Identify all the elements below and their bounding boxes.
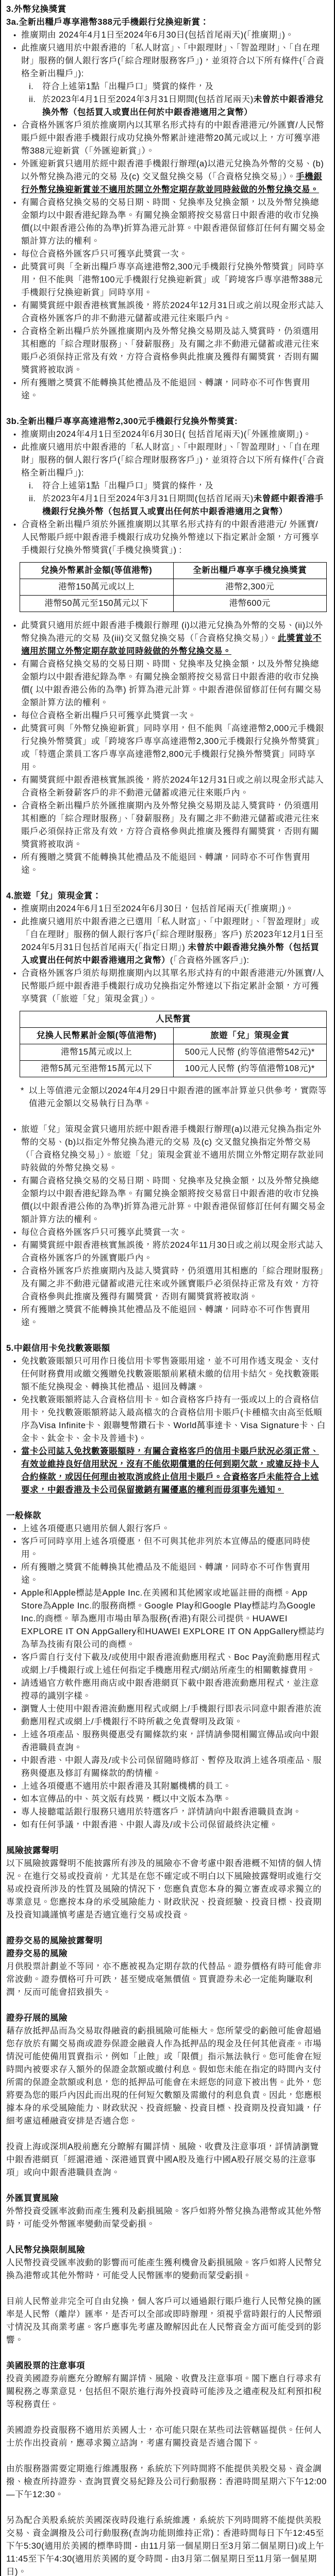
bullet-item — [13, 29, 327, 42]
text-run: 美國股票的注意事項 — [6, 2361, 85, 2370]
section-heading — [6, 2012, 327, 2025]
roman-marker: i. — [29, 481, 34, 490]
asterisk-marker: * — [21, 1086, 24, 1095]
text-run: 專人接聽電話銀行服務只適用於特選客戶，詳情請向中銀香港職員查詢。 — [21, 1807, 301, 1817]
bullet-marker: ● — [13, 855, 16, 860]
text-run: 外幣投資受匯率波動而產生獲利及虧損風險。客戶如將外幣兌換為港幣或其他外幣時，可能受外幣匯率變動而蒙受虧損。 — [6, 2207, 322, 2229]
text-run: 所有獲贈之獎賞不能轉換其他禮品及不能退回、轉讓，同時亦不可作售賣用途。 — [21, 1305, 310, 1327]
text-run: 人民幣投資受匯率波動的影響而可能產生獲利機會及虧損風險。客戶如將人民幣兌換為港幣或其他外幣時，可能受人民幣匯率的變動而蒙受虧損。 — [6, 2258, 322, 2280]
bullet-marker: ● — [13, 264, 16, 269]
table-cell: 港幣150萬元或以上 — [20, 579, 174, 596]
text-run: 5.中銀信用卡免找數簽賬額 — [6, 1344, 110, 1353]
paragraph — [6, 2424, 327, 2450]
text-run: 每位合資格全新出糧戶只可獲享此獎賞一次。 — [21, 711, 196, 720]
bullet-marker: ● — [13, 1178, 16, 1183]
text-run: 藉存放抵押品而為交易取得融資的虧損風險可能極大。您所蒙受的虧蝕可能會超過您存放於有關交易商或證券保證金融資人作為抵押品的現金及任何其他資產。市場情況可能使備用買賣指示，例如「止蝕」或「限價」指示無法執行。您可能會在短時間內被要求存入額外的保證金款額或繳付利息。假如您未能在指定的時間內支付所需的保證金款額或利息，您的抵押品可能會在未經您的同意下被出售。此外，您將要為您的賬戶內因此而出現的任何短欠數額及需繳付的利息負責。因此，您應根據本身的承受風險能力、財政狀況、投資經驗、投資目標、投資期及投資知識，仔細考慮這種融資安排是否適合您。 — [6, 2026, 322, 2126]
bullet-item — [13, 1394, 327, 1445]
bullet-item — [13, 248, 327, 261]
section-heading — [6, 1844, 327, 1857]
paragraph — [6, 2141, 327, 2179]
paragraph — [6, 1857, 327, 1922]
bullet-item — [13, 196, 327, 248]
text-run: 符合上述第1點「出糧戶口」獎賞的條件，及 — [42, 82, 214, 91]
bullet-item — [13, 428, 327, 441]
text-run: 此獎賞只適用於經中銀香港手機銀行辦理 (i)以港元兌換為外幣的交易、(ii)以外幣兌換為港元的交易 及(iii)交叉盤兌換交易（「合資格兌換交易」）。 — [21, 621, 323, 643]
item-text — [21, 441, 327, 480]
text-run: 符合上述第1點「出糧戶口」獎賞的條件，及 — [42, 481, 214, 490]
item-text — [21, 428, 327, 441]
bullet-marker: ● — [13, 32, 16, 38]
sub-item — [29, 480, 327, 493]
bullet-marker: ● — [13, 432, 16, 437]
bullet-marker: ● — [13, 1243, 16, 1248]
table-cell: 港幣5萬元至港幣15萬元以下 — [20, 1061, 174, 1077]
bullet-item — [13, 325, 327, 377]
item-text — [21, 1445, 327, 1497]
text-run: 由於服務器需要定期進行維護服務，系統於下列時間將不能提供美股交易、資金調撥、檢查所持證券、查詢買賣交易紀錄及公司行動服務：香港時間星期六下午12:00—下午12:30。 — [6, 2464, 327, 2499]
bullet-marker: ● — [13, 1359, 16, 1364]
item-text — [21, 619, 327, 658]
item-text — [21, 1123, 327, 1175]
text-run: 客戶需自行支付下載及/或使用中銀香港流動應用程式、Boc Pay流動應用程式或網上/手機銀行或上述任何指定手機應用程式/網站所產生的相關數據費用。 — [21, 1653, 321, 1675]
table-header-cell: 兌換外幣累計金額(等值港幣) — [20, 563, 174, 579]
bullet-marker: ● — [13, 200, 16, 205]
table-cell: 港幣50萬元至150萬元以下 — [20, 596, 174, 612]
text-run: 合資格外匯客戶須於每期推廣期內以其單名形式持有的中銀香港港元/外匯寶/人民幣賬戶經中銀香港手機銀行成功兌換指定外幣達以下指定累計金額，方可獲享獎賞（「旅遊「兌」策現金賞」）。 — [21, 969, 325, 1004]
bullet-item — [13, 800, 327, 851]
item-text — [21, 1522, 327, 1535]
text-run: 所有獲贈之獎賞不能轉換其他禮品及不能退回、轉讓，同時亦不可作售賣用途。 — [21, 378, 310, 400]
bullet-marker: ● — [13, 329, 16, 334]
table-row — [20, 596, 327, 612]
table-cell: 100元人民幣 (約等值港幣108元)* — [173, 1061, 327, 1077]
section-heading — [6, 1935, 327, 1947]
item-text — [21, 658, 327, 709]
text-run: 未曾於中銀香港兌換外幣（包括買入或賣出任何於中銀香港適用之貨幣） — [42, 95, 324, 117]
item-text — [42, 93, 327, 119]
text-run: 每位合資格外匯客戶只可獲享此獎賞一次。 — [21, 1228, 188, 1237]
item-text — [21, 248, 327, 261]
text-run: 合資格全新出糧戶於外匯推廣期內及外幣兌換交易期及誌入獎賞時，仍須選用其相應的「綜合理財服務」、「發薪服務」及有關之非不動港元儲蓄或港元往來賬戶必須保持正常及有效，方符合資格參與此推廣及獲得有關獎賞，否則有關獎賞將被取消。 — [21, 801, 320, 849]
sub-item — [29, 493, 327, 518]
item-text — [29, 1084, 327, 1110]
bullet-marker: ● — [13, 1565, 16, 1570]
text-run: 所有獲贈之獎賞不能轉換其他禮品及不能退回、轉讓，同時亦不可作售賣用途。 — [21, 853, 310, 875]
text-run: 於2023年4月1日至2024年3月31日期間(包括首尾兩天) — [42, 494, 254, 503]
table-row — [20, 1061, 327, 1077]
text-run: 有關獎賞經中銀香港核實無誤後，將於2024年12月31日或之前以現金形式誌入合資格全新發薪客戶的非不動港元儲蓄或港元往來賬戶內。 — [21, 775, 324, 798]
bullet-item — [13, 1303, 327, 1329]
item-text — [21, 722, 327, 774]
text-run: 瀏覽人士使用中銀香港流動應用程式或網上/手機銀行即表示同意中銀香港於流動應用程式或網上/手機銀行不時所載之免責聲明及政策。 — [21, 1704, 322, 1726]
text-run: 合資格全新出糧戶須於外匯推廣期以其單名形式持有的中銀香港港元/ 外匯寶/ 人民幣賬戶經中銀香港手機銀行成功兌換外幣達以下指定累計金額，方可獲享手機銀行兌換外幣獎賞(「手機兌換獎賞」) : — [21, 520, 319, 555]
item-text — [21, 1780, 327, 1793]
section-heading — [6, 2244, 327, 2257]
bullet-marker: ● — [13, 161, 16, 166]
bullet-item — [13, 1535, 327, 1561]
table-header-cell: 全新出糧戶專享手機兌換獎賞 — [173, 563, 327, 579]
text-run: 所有獲贈之獎賞不能轉換其他禮品及不能退回、轉讓，同時亦不可作售賣用途。 — [21, 1563, 310, 1585]
section-heading — [6, 3, 327, 16]
item-text — [21, 1394, 327, 1445]
bullet-marker: ● — [13, 1526, 16, 1531]
bullet-item — [13, 619, 327, 658]
paragraph — [6, 2463, 327, 2501]
item-text — [21, 1754, 327, 1780]
text-run: 證券交易的風險 — [6, 1949, 68, 1958]
roman-marker: ii. — [29, 95, 36, 104]
section-risk-disclosure-statement — [6, 1844, 327, 1922]
bullet-marker: ● — [13, 1268, 16, 1274]
text-run: 上述各項優惠不適用於中銀香港及其附屬機構的員工。 — [21, 1782, 231, 1791]
text-run: 推廣期由2024年6月1日至2024年6月30日，包括首尾兩天(「推廣期」)。 — [21, 904, 294, 913]
section-5-boc-credit-card-free-spending-credit — [6, 1342, 327, 1497]
text-run: 有關合資格兌換交易的交易日期、時間、兌換率及兌換金額，以及外幣兌換總金額均以中銀香港紀錄為準。有關兌換金額將按交易當日中銀香港的收市兌換價(以中銀香港公佈的為準)折算為港元計算。中銀香港保留修訂任何有關交易金額計算方法的權利。 — [21, 198, 325, 246]
item-text — [21, 158, 327, 196]
text-run: 免找數簽賬額將誌入合資格信用卡。如合資格客戶持有一張或以上的合資格信用卡，免找數簽賬額將誌入最高檔次的合資格信用卡賬戶(卡種檔次由高至低順序為Visa Infinite卡、銀聯雙幣鑽石卡、World萬事達卡、Visa Signature卡、白金卡、鈦金卡、金卡及普通卡)。 — [21, 1395, 326, 1443]
section-rmb-conversion-risk — [6, 2244, 327, 2347]
bullet-item — [13, 916, 327, 967]
bullet-item — [13, 851, 327, 877]
item-text — [21, 518, 327, 557]
bullet-item — [13, 1226, 327, 1239]
section-general-terms — [6, 1510, 327, 1832]
bullet-marker: ● — [13, 123, 16, 128]
bullet-item — [13, 1793, 327, 1806]
section-3b-new-payroll-2300-fx-reward — [6, 415, 327, 877]
section-heading — [6, 890, 327, 903]
bullet-item — [13, 1355, 327, 1394]
bullet-marker: ● — [13, 1797, 16, 1802]
text-run: (「合資格外匯客戶」): — [170, 956, 249, 965]
bullet-item — [13, 1703, 327, 1728]
item-text — [21, 1793, 327, 1806]
bullet-marker: ● — [13, 522, 16, 527]
section-securities-trading-risk — [6, 1935, 327, 2179]
text-run: 上述各項優惠只適用於個人銀行客戶。 — [21, 1524, 170, 1533]
text-run: 人民幣兌換限制風險 — [6, 2245, 85, 2255]
table-header-row — [20, 1028, 327, 1044]
bullet-item — [13, 1806, 327, 1819]
item-text — [21, 1587, 327, 1651]
bullet-marker: ● — [13, 1822, 16, 1827]
bullet-item — [13, 1239, 327, 1265]
section-us-stocks-notes — [6, 2360, 327, 2576]
item-text — [42, 480, 327, 493]
paragraph — [6, 2514, 327, 2576]
bullet-marker: ● — [13, 726, 16, 731]
section-3a-new-payroll-388-welcome-reward — [6, 3, 327, 402]
bullet-item — [13, 261, 327, 299]
table-header-cell: 兌換人民幣累計金額(等值港幣) — [20, 1028, 174, 1044]
text-run: 證券交易的風險披露聲明 — [6, 1936, 103, 1945]
bullet-marker: ● — [13, 777, 16, 783]
section-fx-trading-risk — [6, 2192, 327, 2231]
bullet-item — [13, 1561, 327, 1587]
bullet-marker: ● — [13, 1449, 16, 1454]
bullet-marker: ● — [13, 1784, 16, 1789]
text-run: 另為配合美股系統於美國深夜時段進行系統維護，系統於下列時間將不能提供美股交易、資金調撥及公司行動服務(查詢功能則維持正常)：香港時間每日下午12:45至下午5:30(適用於美國的標準時間 - 由11月第一個星期日至3月第二個星期日)或上午11:45至下午4:30(適用於美國的夏令時間 - 由3月第二個星期日至11月第一個星期日)。 — [6, 2516, 325, 2576]
text-run: 證券孖展的風險 — [6, 2013, 68, 2023]
table-row — [20, 1044, 327, 1061]
bullet-item — [13, 518, 327, 557]
text-run: 如有任何爭議，中銀香港、中銀人壽及/或卡公司保留最終決定權。 — [21, 1820, 278, 1829]
text-run: 此獎賞可與「外幣兌換迎新賞」同時享用，但不能與「高達港幣2,000元手機銀行兌換外幣獎賞」或「跨境客戶專享高達港幣2,300元手機銀行兌換外幣獎賞」或「特選企業員工客戶專享高達港幣2,800元手機銀行兌換外幣獎賞」同時享用。 — [21, 724, 324, 772]
section-heading — [6, 415, 327, 428]
bullet-item — [13, 1651, 327, 1677]
text-run: 合資格外匯客戶須於推廣期內以其單名形式持有的中銀香港港元/外匯寶/人民幣賬戶經中銀香港手機銀行成功兌換外幣累計達港幣20萬元或以上，方可獲享港幣388元迎新賞（「外匯迎新賞」）。 — [21, 121, 325, 156]
text-run: 有關獎賞經中銀香港核實無誤後，將於2024年12月31日或之前以現金形式誌入合資格外匯客戶的非不動港元儲蓄或港元往來賬戶內。 — [21, 301, 324, 323]
item-text — [42, 493, 327, 518]
text-run: 3b.全新出糧戶專享高達港幣2,300元手機銀行兌換外幣獎賞: — [6, 417, 238, 426]
text-run: 風險披露聲明 — [6, 1846, 59, 1855]
item-text — [21, 1561, 327, 1587]
item-text — [21, 119, 327, 158]
text-run: 未曾經中銀香港手機銀行兌換外幣（包括買入或賣出任何於中銀香港適用之貨幣） — [42, 494, 324, 516]
footnote — [21, 1084, 327, 1110]
section-heading — [6, 1342, 327, 1355]
paragraph — [6, 2257, 327, 2282]
item-text — [21, 1535, 327, 1561]
sub-item — [29, 80, 327, 93]
bullet-marker: ● — [13, 713, 16, 718]
section-heading — [6, 2192, 327, 2205]
item-text — [21, 1703, 327, 1728]
item-text — [21, 1265, 327, 1303]
bullet-marker: ● — [13, 1590, 16, 1596]
table-cell: 港幣2,300元 — [173, 579, 327, 596]
item-text — [21, 916, 327, 967]
bullet-item — [13, 709, 327, 722]
text-run: 此推廣只適用於中銀香港之已選用「私人財富」、「中銀理財」、「智盈理財」或「自在理財」服務的個人銀行客戶(「綜合理財服務」客戶) 於2023年12月1日至2024年5月31日包括首尾兩天(「指定日期」) — [21, 917, 324, 952]
text-run: 未曾於中銀香港兌換外幣（包括買入或賣出任何於中銀香港適用之貨幣） — [21, 943, 320, 965]
bullet-marker: ● — [13, 906, 16, 911]
item-text — [21, 774, 327, 800]
text-run: 如本宣傳品的中、英文版有歧異，概以中文版本為準。 — [21, 1794, 231, 1804]
paragraph — [6, 2372, 327, 2411]
section-heading — [6, 1947, 327, 1960]
text-run: 外匯迎新賞只適用於經中銀香港手機銀行辦理(a)以港元兌換為外幣的交易、(b)以外幣兌換為港元的交易 及(c) 交叉盤兌換交易（「合資格兌換交易」）。 — [21, 159, 324, 181]
bullet-item — [13, 774, 327, 800]
bullet-item — [13, 377, 327, 402]
bullet-item — [13, 658, 327, 709]
text-run: 月供股票計劃並不等同，亦不應被視為定期存款的代替品。證券價格有時可能會非常波動。證券價格可升可跌，甚至變成毫無價值。買賣證券未必一定能夠賺取利潤，反而可能會招致損失。 — [6, 1962, 322, 1997]
text-run: 此獎賞可與「全新出糧戶專享高達港幣2,300元手機銀行兌換外幣獎賞」同時享用，但不能與「港幣100元手機銀行兌換迎新賞」或「跨境客戶專享港幣388元手機銀行兌換迎新賞」同時享用。 — [21, 262, 324, 297]
item-text — [21, 325, 327, 377]
text-run: 此推廣只適用於中銀香港的「私人財富」、「中銀理財」、「智盈理財」、「自在理財」服務的個人銀行客戶(「綜合理財服務客戶」)，並須符合以下所有條件(「合資格全新出糧戶」): — [21, 443, 325, 478]
text-run: 3a.全新出糧戶專享港幣388元手機銀行兌換迎新賞： — [6, 18, 209, 27]
item-text — [21, 851, 327, 877]
bullet-marker: ● — [13, 1397, 16, 1402]
bullet-item — [13, 1728, 327, 1754]
table-cell: 500元人民幣 (約等值港幣542元)* — [173, 1044, 327, 1061]
item-text — [21, 1226, 327, 1239]
bullet-marker: ● — [13, 1655, 16, 1660]
bullet-marker: ● — [13, 1706, 16, 1711]
text-run: 美國證券投資服務不適用於美國人士，亦可能只限在某些司法管轄區提供。任何人士於作出投資前，應尋求獨立諮詢，考慮有關投資是否適合閣下。 — [6, 2426, 322, 2448]
bullet-marker: ● — [13, 45, 16, 50]
item-text — [21, 1239, 327, 1265]
text-run: 目前人民幣並非完全可自由兌換，個人客戶可以通過銀行賬戶進行人民幣兌換的匯率是人民幣（離岸）匯率，是否可以全部或即時辦理，須視乎當時銀行的人民幣頭寸情況及其商業考慮。客戶應事先考慮及瞭解因此在人民幣資金方面可能受到的影響。 — [6, 2297, 322, 2345]
text-run: 請透過官方軟件應用商店或中銀香港網頁下載中銀香港流動應用程式，並注意搜尋的識別字樣。 — [21, 1679, 319, 1701]
bullet-item — [13, 1175, 327, 1226]
bullet-item — [13, 1445, 327, 1497]
bullet-marker: ● — [13, 380, 16, 385]
text-run: 免找數簽賬額只可用作日後信用卡零售簽賬用途，並不可用作透支現金、支付任何財務費用或繳交獲贈免找數簽賬額前累積未繳的信用卡結欠。免找數簽賬額不能兌換現金、轉換其他禮品、退回及轉讓。 — [21, 1357, 319, 1392]
bullet-item — [13, 299, 327, 325]
table-row — [20, 579, 327, 596]
text-run: 以上等值港元金額以2024年4月29日中銀香港的匯率計算並只供參考，實際等值港元金額以交易執行日為準。 — [29, 1086, 327, 1108]
text-run: 上述各項產品、服務與優惠受有關條款約束，詳情請參閱相關宣傳品或向中銀香港職員查詢。 — [21, 1730, 319, 1752]
bullet-item — [13, 1780, 327, 1793]
table-span-header-row — [20, 1011, 327, 1028]
table-header-cell: 旅遊「兌」策現金賞 — [173, 1028, 327, 1044]
item-text — [42, 80, 327, 93]
bullet-item — [13, 967, 327, 1006]
item-text — [21, 261, 327, 299]
text-run: 外匯買賣風險 — [6, 2194, 59, 2203]
table-span-header-cell: 人民幣賞 — [20, 1011, 327, 1028]
item-text — [21, 1175, 327, 1226]
bullet-item — [13, 119, 327, 158]
text-run: 以下風險披露聲明不能披露所有涉及的風險亦不會考慮中銀香港概不知情的個人情況。在進行交易或投資前，尤其是在您不確定或不明白以下風險披露聲明或進行交易或投資所涉及的性質及風險的情況下，您應負責您本身的獨立審查或尋求獨立的專業意見。您應按本身的承受風險能力、財政狀況、投資經驗、投資目標、投資期及投資知識謹慎考慮是否適宜進行交易或投資。 — [6, 1859, 322, 1920]
paragraph — [6, 2025, 327, 2128]
item-text — [21, 196, 327, 248]
mobile-fx-reward-table — [20, 562, 327, 612]
paragraph — [6, 1960, 327, 1999]
bullet-marker: ● — [13, 1307, 16, 1312]
bullet-marker: ● — [13, 303, 16, 308]
bullet-marker: ● — [13, 803, 16, 808]
text-run: 合資格全新出糧戶於外匯推廣期內及外幣兌換交易期及誌入獎賞時，仍須選用其相應的「綜合理財服務」、「發薪服務」及有關之非不動港元儲蓄或港元往來賬戶必須保持正常及有效，方符合資格參與此推廣及獲得有關獎賞，否則有關獎賞將被取消。 — [21, 327, 320, 375]
bullet-marker: ● — [13, 1732, 16, 1737]
roman-marker: ii. — [29, 494, 36, 503]
item-text — [21, 42, 327, 80]
bullet-item — [13, 1677, 327, 1703]
bullet-marker: ● — [13, 1539, 16, 1544]
item-text — [21, 1728, 327, 1754]
bullet-item — [13, 1819, 327, 1832]
roman-marker: i. — [29, 82, 34, 91]
text-run: 一般條款 — [6, 1511, 41, 1520]
sub-item — [29, 93, 327, 119]
text-run: 於2023年4月1日至2024年3月31日期間(包括首尾兩天) — [42, 95, 254, 104]
bullet-marker: ● — [13, 1758, 16, 1763]
table-cell: 港幣600元 — [173, 596, 327, 612]
table-header-row — [20, 563, 327, 579]
bullet-item — [13, 441, 327, 480]
text-run: 推廣期由2024年4月1日至2024年6月30日( 包括首尾兩天)(「外匯推廣期」)。 — [21, 430, 312, 439]
text-run: 此獎賞並不適用於開立外幣定期存款並同時敍做的外幣兌換交易。 — [21, 634, 322, 656]
travel-fx-cash-reward-table — [20, 1011, 327, 1077]
bullet-item — [13, 1265, 327, 1303]
item-text — [21, 1303, 327, 1329]
section-heading — [6, 16, 327, 29]
bullet-marker: ● — [13, 623, 16, 628]
item-text — [21, 1806, 327, 1819]
bullet-marker: ● — [13, 1127, 16, 1132]
section-heading — [6, 1510, 327, 1522]
text-run: 投資上海或深圳A股前應充分瞭解有關詳情、風險、收費及注意事項，詳情請瀏覽中銀香港網頁「經滬港通、深港通買賣中國A股及進行中國A股孖展交易的注意事項」或向中銀香港職員查詢。 — [6, 2142, 319, 2177]
bullet-marker: ● — [13, 251, 16, 257]
item-text — [21, 29, 327, 42]
text-run: 客戶可同時享用上述各項優惠，但不可與其他非列於本宣傳品的優惠同時使用。 — [21, 1537, 310, 1559]
item-text — [21, 903, 327, 916]
bullet-marker: ● — [13, 1809, 16, 1815]
text-run: 手機銀行外幣兌換迎新賞並不適用於開立外幣定期存款並同時敍做的外幣兌換交易。 — [21, 172, 323, 194]
text-run: 4.旅遊「兌」策現金賞： — [6, 891, 102, 901]
table-cell: 港幣15萬元或以上 — [20, 1044, 174, 1061]
text-run: 中銀香港、中銀人壽及/或卡公司保留隨時修訂、暫停及取消上述各項產品、服務與優惠及修訂有關條款的酌情權。 — [21, 1756, 322, 1778]
item-text — [21, 800, 327, 851]
item-text — [21, 967, 327, 1006]
item-text — [21, 1651, 327, 1677]
bullet-item — [13, 1587, 327, 1651]
text-run: 合資格外匯客戶於推廣期內及誌入獎賞時，仍須選用其相應的「綜合理財服務」及有關之非不動港元儲蓄或港元往來或外匯寶賬戶必須保持正常及有效，方符合資格參與此推廣及獲得有關獎賞，否則有關獎賞將被取消。 — [21, 1266, 324, 1301]
text-run: 3.外幣兌換獎賞 — [6, 5, 66, 14]
bullet-item — [13, 903, 327, 916]
item-text — [21, 1819, 327, 1832]
bullet-marker: ● — [13, 1681, 16, 1686]
bullet-marker: ● — [13, 445, 16, 450]
bullet-marker: ● — [13, 919, 16, 924]
text-run: 推廣期由 2024年4月1日至2024年6月30日(包括首尾兩天)(「推廣期」)。 — [21, 30, 294, 40]
bullet-item — [13, 42, 327, 80]
text-run: 此推廣只適用於中銀香港的「私人財富」、「中銀理財」、「智盈理財」、「自在理財」服務的個人銀行客戶(「綜合理財服務客戶」)，並須符合以下所有條件(「合資格全新出糧戶」): — [21, 43, 325, 78]
item-text — [21, 299, 327, 325]
text-run: 有關合資格兌換交易的交易日期、時間、兌換率及兌換金額，以及外幣兌換總金額均以中銀香港紀錄為準。有關兌換金額將按交易當日中銀香港的收市兌換價(以中銀香港公佈的為準)折算為港元計算。中銀香港保留修訂任何有關交易金額計算方法的權利。 — [21, 1176, 325, 1224]
bullet-item — [13, 158, 327, 196]
bullet-item — [13, 1123, 327, 1175]
text-run: 旅遊「兌」策現金賞只適用於經中銀香港手機銀行辦理(a)以港元兌換為指定外幣的交易、(b)以指定外幣兌換為港元的交易 及(c) 交叉盤兌換指定外幣交易（「合資格兌換交易」）。旅遊「兌」策現金賞並不適用於開立外幣定期存款並同時敍做的外幣兌換交易。 — [21, 1125, 324, 1173]
text-run: Apple和Apple標誌是Apple Inc.在美國和其他國家或地區註冊的商標。App Store為Apple Inc.的服務商標。Google Play和Google Play標誌均為Google Inc.的商標。華為應用市場由華為服務(香港)有限公司提供。HUAWEI EXPLORE IT ON AppGallery和HUAWEI EXPLORE IT ON AppGallery標誌均為華為技術有限公司的商標。 — [21, 1588, 325, 1649]
section-4-travel-fx-cash-reward — [6, 890, 327, 1329]
bullet-marker: ● — [13, 662, 16, 667]
paragraph — [6, 2205, 327, 2231]
text-run: 有關合資格兌換交易的交易日期、時間、兌換率及兌換金額，以及外幣兌換總金額均以中銀香港紀錄為準。有關兌換金額將按交易當日中銀香港的收市兌換價( 以中銀香港公佈的為準) 折算為港元計算。中銀香港保留修訂任何有關交易金額計算方法的權利。 — [21, 659, 322, 707]
bullet-item — [13, 1754, 327, 1780]
bullet-marker: ● — [13, 971, 16, 976]
item-text — [21, 1677, 327, 1703]
section-heading — [6, 2360, 327, 2372]
bullet-marker: ● — [13, 1230, 16, 1235]
text-run: 投資美國證券前應充分瞭解有關詳情、風險、收費及注意事項。閣下應自行尋求有關稅務之專業意見，包括但不限於進行海外投資時可能涉及之遺產稅及紅利預扣稅等稅務責任。 — [6, 2374, 322, 2409]
text-run: 當卡公司誌入免找數簽賬額時，有關合資格客戶的信用卡賬戶狀況必須正常、有效並維持良好信用狀況，沒有不能依期償還的任何到期欠款，或違反持卡人合約條款，或因任何理由被取消或終止信用卡賬戶。合資格客戶未能符合上述要求，中銀香港及卡公司保留撤銷有關優惠的權利而毋須事先通知。 — [21, 1447, 319, 1495]
text-run: 有關獎賞經中銀香港核實無誤後，將於2024年11月30日或之前以現金形式誌入合資格外匯客戶的外匯寶賬戶內。 — [21, 1241, 324, 1263]
bullet-item — [13, 722, 327, 774]
text-run: 每位合資格外匯客戶只可獲享此獎賞一次。 — [21, 249, 188, 259]
item-text — [21, 1355, 327, 1394]
item-text — [21, 709, 327, 722]
bullet-item — [13, 1522, 327, 1535]
paragraph — [6, 2295, 327, 2347]
item-text — [21, 377, 327, 402]
